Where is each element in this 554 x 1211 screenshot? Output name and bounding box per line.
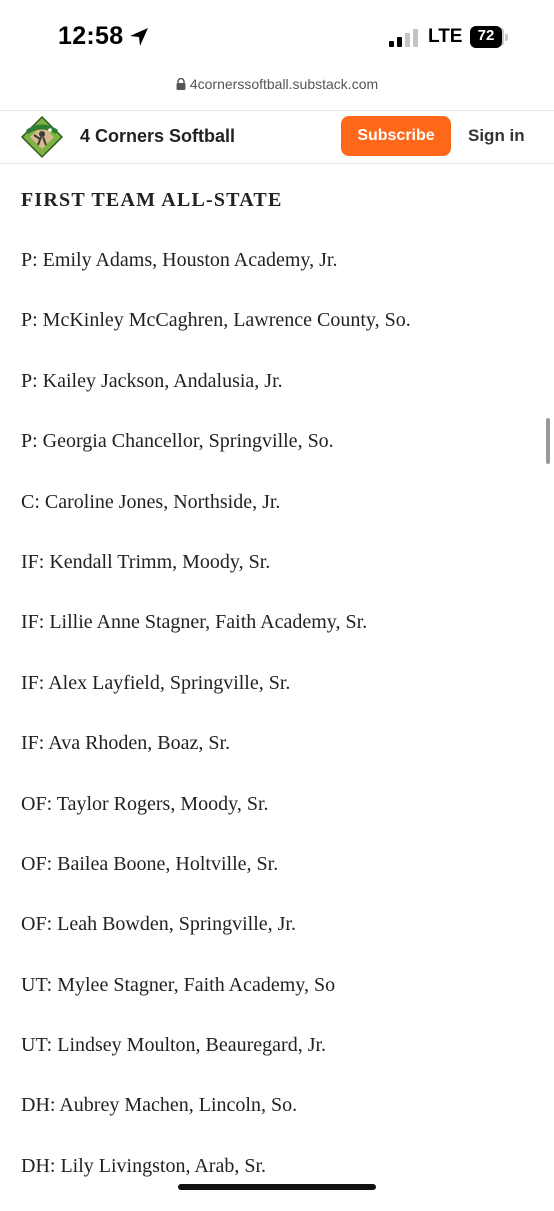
- list-item: IF: Ava Rhoden, Boaz, Sr.: [21, 732, 231, 755]
- list-item: DH: Lily Livingston, Arab, Sr.: [21, 1154, 266, 1177]
- list-item: IF: Alex Layfield, Springville, Sr.: [21, 671, 291, 694]
- list-item: DH: Aubrey Machen, Lincoln, So.: [21, 1094, 298, 1117]
- status-bar: [0, 0, 554, 74]
- address-bar[interactable]: [0, 76, 554, 98]
- url-text: 4cornerssoftball.substack.com: [189, 76, 379, 92]
- list-item: P: Kailey Jackson, Andalusia, Jr.: [21, 369, 283, 392]
- player-list: [21, 245, 531, 1211]
- article-body: [21, 185, 531, 1211]
- list-item: P: Emily Adams, Houston Academy, Jr.: [21, 249, 338, 271]
- softball-logo-icon[interactable]: [20, 115, 64, 159]
- list-item: UT: Mylee Stagner, Faith Academy, So: [21, 973, 336, 996]
- status-time: 12:58: [58, 22, 124, 50]
- list-item: OF: Leah Bowden, Springville, Jr.: [21, 913, 296, 936]
- location-arrow-icon: [128, 26, 150, 48]
- list-item: OF: Bailea Boone, Holtville, Sr.: [21, 852, 279, 875]
- subscribe-button[interactable]: Subscribe: [341, 116, 451, 156]
- signal-icon: [389, 29, 421, 47]
- scrollbar[interactable]: [546, 418, 550, 464]
- sign-in-link[interactable]: Sign in: [468, 126, 525, 145]
- section-heading: FIRST TEAM ALL-STATE: [21, 189, 283, 211]
- home-indicator[interactable]: [178, 1184, 376, 1190]
- list-item: OF: Taylor Rogers, Moody, Sr.: [21, 792, 269, 815]
- list-item: UT: Lindsey Moulton, Beauregard, Jr.: [21, 1034, 327, 1057]
- site-header: [0, 110, 554, 164]
- network-type: LTE: [428, 26, 463, 47]
- list-item: P: Georgia Chancellor, Springville, So.: [21, 430, 334, 453]
- battery-icon: [470, 26, 510, 48]
- lock-icon: [176, 78, 186, 90]
- list-item: IF: Kendall Trimm, Moody, Sr.: [21, 550, 271, 573]
- list-item: P: McKinley McCaghren, Lawrence County, So.: [21, 309, 411, 332]
- site-name[interactable]: 4 Corners Softball: [80, 126, 236, 146]
- battery-percent: 72: [477, 27, 495, 44]
- list-item: IF: Lillie Anne Stagner, Faith Academy, Sr.: [21, 611, 368, 634]
- list-item: C: Caroline Jones, Northside, Jr.: [21, 490, 281, 513]
